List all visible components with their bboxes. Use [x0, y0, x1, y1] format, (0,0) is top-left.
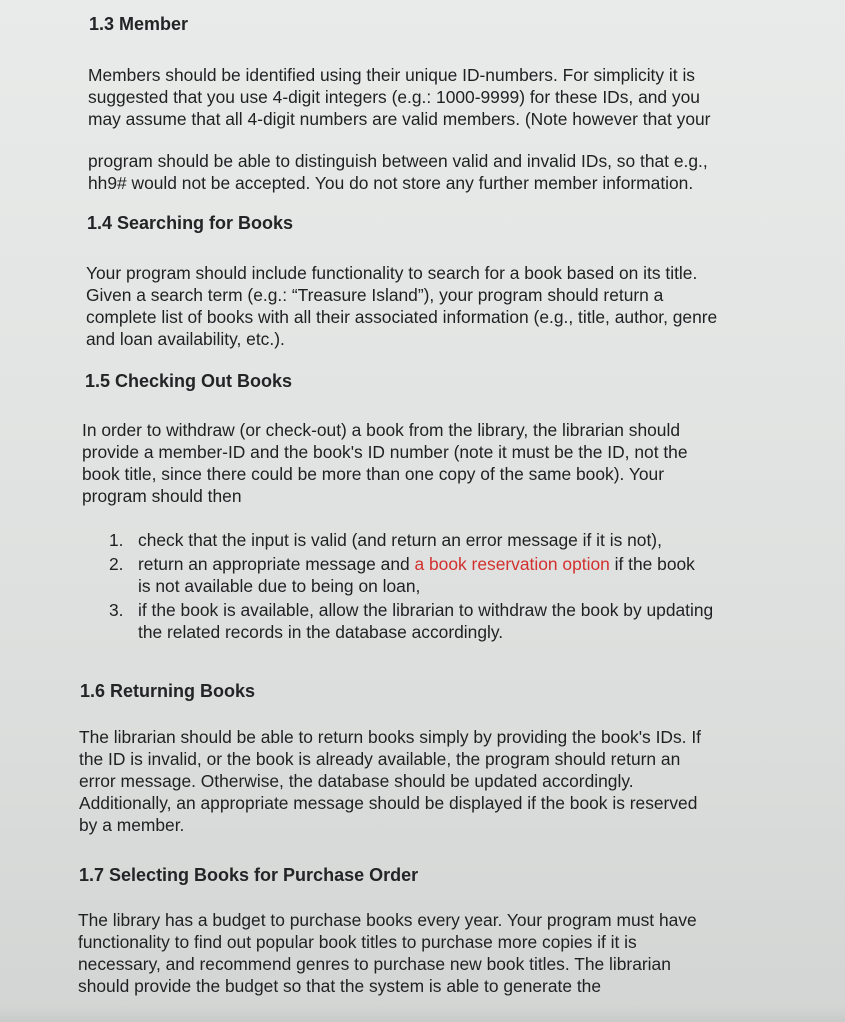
text-line — [138, 553, 741, 575]
text-line: error message. Otherwise, the database should be updated accordingly. — [79, 771, 634, 791]
text-line: the ID is invalid, or the book is already available, the program should return an — [79, 749, 681, 769]
text-line: should provide the budget so that the system is able to generate the — [78, 976, 602, 996]
list-number: 1. — [109, 530, 124, 550]
member-paragraph-2 — [88, 150, 740, 194]
text-line: Given a search term (e.g.: “Treasure Island”), your program should return a — [86, 285, 664, 305]
checkout-steps-list — [109, 529, 741, 645]
text-segment: return an appropriate message and — [138, 554, 415, 574]
purchase-order-paragraph — [78, 909, 738, 997]
text-line: Members should be identified using their unique ID-numbers. For simplicity it is — [88, 65, 695, 85]
section-heading-returning: 1.6 Returning Books — [80, 681, 256, 701]
checking-out-paragraph — [82, 419, 740, 507]
searching-paragraph — [86, 262, 740, 350]
list-number: 3. — [109, 600, 124, 620]
text-line: The librarian should be able to return books simply by providing the book's IDs. If — [79, 727, 701, 747]
text-line: Your program should include functionality to search for a book based on its title. — [86, 263, 698, 283]
text-line: by a member. — [79, 815, 185, 835]
text-line: program should be able to distinguish between valid and invalid IDs, so that e.g., — [88, 151, 708, 171]
text-line: may assume that all 4-digit numbers are valid members. (Note however that your — [88, 109, 711, 129]
text-line: the related records in the database accordingly. — [138, 622, 504, 642]
text-line: functionality to find out popular book titles to purchase more copies if it is — [78, 932, 637, 952]
text-line: is not available due to being on loan, — [138, 576, 421, 596]
text-line: check that the input is valid (and return an error message if it is not), — [138, 530, 662, 550]
section-heading-purchase-order: 1.7 Selecting Books for Purchase Order — [79, 865, 419, 885]
member-paragraph-1 — [88, 64, 740, 130]
text-line: necessary, and recommend genres to purchase new book titles. The librarian — [78, 954, 671, 974]
text-segment: if the book — [609, 554, 695, 574]
text-line: In order to withdraw (or check-out) a book from the library, the librarian should — [82, 420, 680, 440]
text-line: and loan availability, etc.). — [86, 329, 285, 349]
list-item — [109, 599, 741, 643]
text-line: book title, since there could be more than one copy of the same book). Your — [82, 464, 664, 484]
page-bottom-shadow — [0, 1006, 845, 1022]
highlighted-text: a book reservation option — [414, 554, 610, 574]
text-line: program should then — [82, 486, 242, 506]
list-number: 2. — [109, 554, 124, 574]
text-line: complete list of books with all their associated information (e.g., title, author, genre — [86, 307, 718, 327]
list-item — [109, 553, 741, 597]
text-line: if the book is available, allow the librarian to withdraw the book by updating — [138, 600, 714, 620]
text-line: hh9# would not be accepted. You do not store any further member information. — [88, 173, 694, 193]
text-line: suggested that you use 4-digit integers (e.g.: 1000-9999) for these IDs, and you — [88, 87, 700, 107]
section-heading-checking-out: 1.5 Checking Out Books — [85, 371, 293, 391]
section-heading-member: 1.3 Member — [89, 14, 189, 34]
text-line: Additionally, an appropriate message should be displayed if the book is reserved — [79, 793, 698, 813]
list-item — [109, 529, 741, 551]
text-line: The library has a budget to purchase books every year. Your program must have — [78, 910, 697, 930]
returning-paragraph — [79, 726, 739, 836]
section-heading-searching: 1.4 Searching for Books — [87, 213, 294, 233]
text-line: provide a member-ID and the book's ID number (note it must be the ID, not the — [82, 442, 688, 462]
